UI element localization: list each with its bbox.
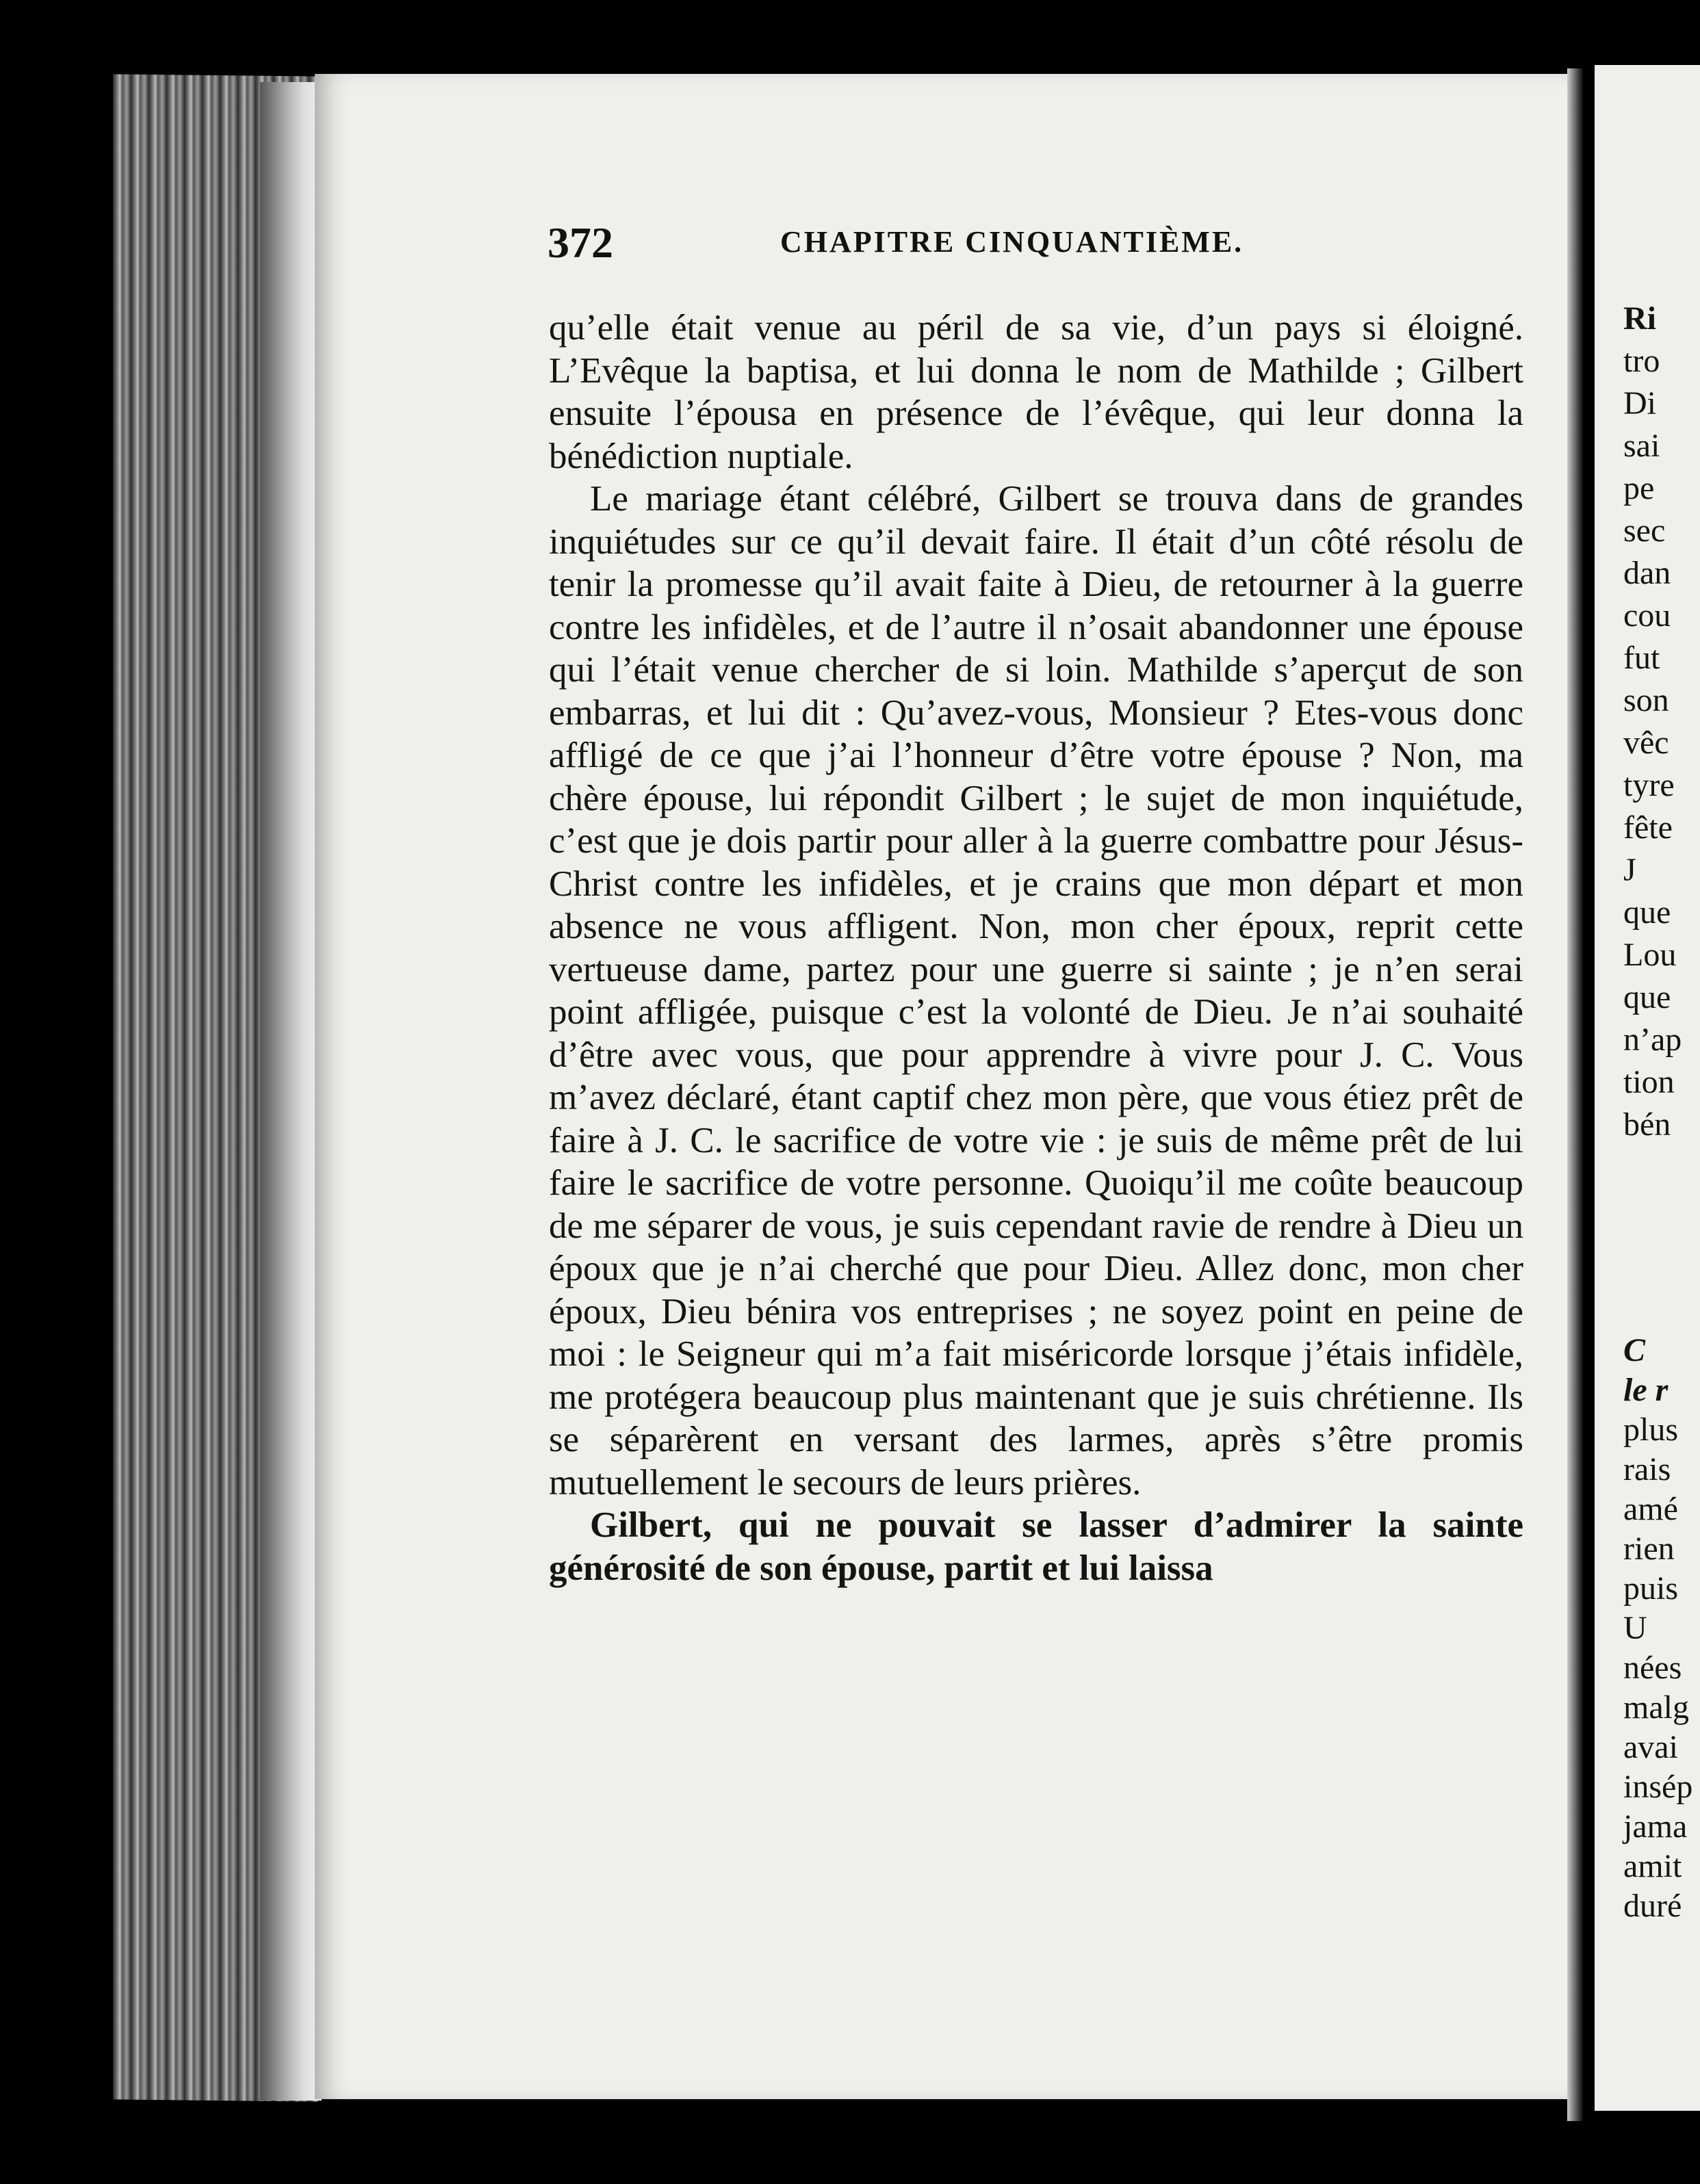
next-page-fragment: J: [1623, 852, 1636, 888]
next-page-fragment: dan: [1623, 555, 1671, 591]
next-page-fragment: sai: [1623, 428, 1660, 464]
next-page-fragment: sec: [1623, 512, 1666, 549]
book-gutter: [1567, 68, 1595, 2121]
next-page-fragment: pe: [1623, 470, 1655, 506]
next-page-fragment: puis: [1623, 1570, 1679, 1607]
next-page-fragment: que: [1623, 979, 1671, 1015]
page-number: 372: [548, 218, 613, 267]
next-page-fragment: plus: [1623, 1412, 1679, 1448]
next-page-fragment: Lou: [1623, 937, 1677, 973]
next-page-fragment: le r: [1623, 1372, 1669, 1408]
page-curl-shadow: [260, 82, 322, 2101]
next-page-fragment: que: [1623, 894, 1671, 931]
next-page-fragment: bén: [1623, 1106, 1671, 1143]
next-page-fragment: Di: [1623, 385, 1656, 421]
next-page-fragment: rien: [1623, 1531, 1675, 1567]
next-page-fragment: cou: [1623, 597, 1671, 634]
body-text: [549, 307, 1523, 1589]
next-page-fragment: nées: [1623, 1650, 1682, 1686]
next-page-fragment: fut: [1623, 640, 1660, 676]
next-page-fragment: avai: [1623, 1729, 1678, 1765]
next-page-fragment: tro: [1623, 343, 1660, 379]
next-page-fragment: jama: [1623, 1808, 1688, 1845]
next-page-fragment: amé: [1623, 1491, 1678, 1527]
paragraph-1: qu’elle était venue au péril de sa vie, d’un pays si éloigné. L’Evêque la baptisa, et lui donna le nom de Mathilde ; Gilbert ensuite l’épousa en présence de l’évêque, qui leur donna la bénédiction nuptiale.: [549, 308, 1523, 476]
next-page-fragment: n’ap: [1623, 1022, 1682, 1058]
next-page-fragment: Ri: [1623, 300, 1656, 337]
next-page-fragment: U: [1623, 1610, 1647, 1646]
next-page-top-fragments: [1623, 298, 1682, 1146]
next-page-fragment: tion: [1623, 1064, 1675, 1100]
next-page-fragment: vêc: [1623, 725, 1669, 761]
next-page-bottom-fragments: [1623, 1331, 1692, 1926]
next-page-fragment: rais: [1623, 1451, 1671, 1487]
next-page-fragment: tyre: [1623, 767, 1675, 803]
next-page-fragment: duré: [1623, 1888, 1682, 1924]
next-page-fragment: amit: [1623, 1848, 1682, 1884]
paragraph-3: Gilbert, qui ne pouvait se lasser d’admirer la sainte générosité de son épouse, partit et lui laissa: [549, 1505, 1523, 1588]
next-page-fragment: C: [1623, 1332, 1646, 1368]
next-page-fragment: son: [1623, 682, 1669, 718]
next-page-fragment: fête: [1623, 809, 1673, 846]
paragraph-2: Le mariage étant célébré, Gilbert se trouva dans de grandes inquiétudes sur ce qu’il devait faire. Il était d’un côté résolu de tenir la promesse qu’il avait faite à Dieu, de retourner à la guerre contre les infidèles, et de l’autre il n’osait abandonner une épouse qui l’était venue chercher de si loin. Mathilde s’aperçut de son embarras, et lui dit : Qu’avez-vous, Monsieur ? Etes-vous donc affligé de ce que j’ai l’honneur d’être votre épouse ? Non, ma chère épouse, lui répondit Gilbert ; le sujet de mon inquiétude, c’est que je dois partir pour aller à la guerre combattre pour Jésus-Christ contre les infidèles, et je crains que mon départ et mon absence ne vous affligent. Non, mon cher époux, reprit cette vertueuse dame, partez pour une guerre si sainte ; je n’en serai point affligée, puisque c’est la volonté de Dieu. Je n’ai souhaité d’être avec vous, que pour apprendre à vivre pour J. C. Vous m’avez déclaré, étant captif chez mon père, que vous étiez prêt de faire à J. C. le sacrifice de votre vie : je suis de même prêt de lui faire le sacrifice de votre personne. Quoiqu’il me coûte beaucoup de me séparer de vous, je suis cependant ravie de rendre à Dieu un époux que je n’ai cherché que pour Dieu. Allez donc, mon cher époux, Dieu bénira vos entreprises ; ne soyez point en peine de moi : le Seigneur qui m’a fait miséricorde lorsque j’étais infidèle, me protégera beaucoup plus maintenant que je suis chrétienne. Ils se séparèrent en versant des larmes, après s’être promis mutuellement le secours de leurs prières.: [549, 479, 1523, 1503]
page-header: [548, 218, 1293, 265]
running-head: CHAPITRE CINQUANTIÈME.: [780, 225, 1244, 259]
next-page-fragment: insép: [1623, 1769, 1693, 1805]
next-page-fragment: malg: [1623, 1689, 1689, 1726]
next-page-sliver: [1595, 65, 1700, 2111]
